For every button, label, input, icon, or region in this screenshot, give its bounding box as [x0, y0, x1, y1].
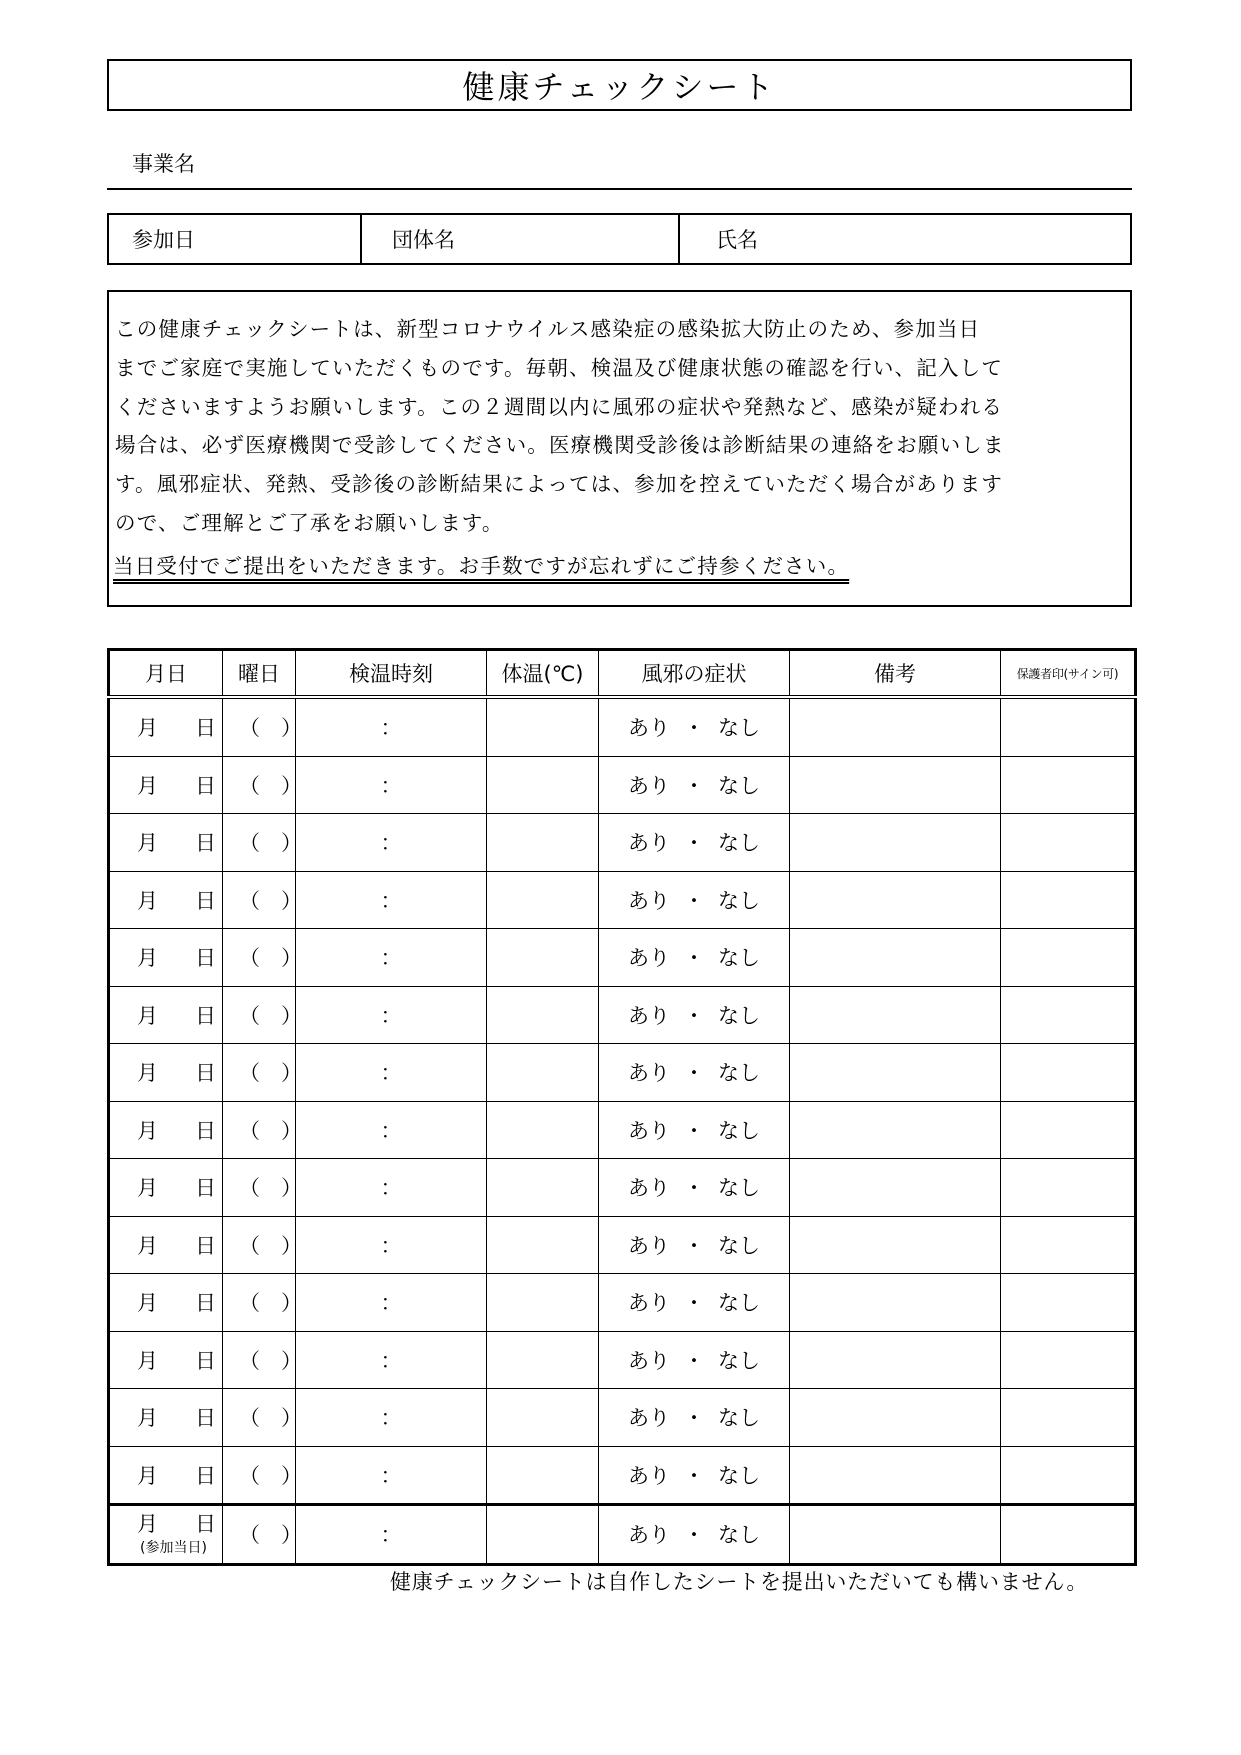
symptom-no-option[interactable]: なし: [718, 716, 760, 741]
day-label: 日: [195, 831, 216, 856]
guardian-seal-cell[interactable]: [1001, 697, 1136, 756]
info-row: [107, 213, 1132, 265]
group-name-field[interactable]: [362, 215, 680, 263]
month-label: 月: [137, 1406, 158, 1431]
guardian-seal-cell[interactable]: [1001, 1274, 1136, 1332]
day-label: 日: [195, 1233, 216, 1258]
check-time-cell[interactable]: ：: [296, 986, 487, 1044]
symptom-separator: ・: [683, 946, 705, 971]
participation-date-field[interactable]: [109, 215, 362, 263]
remarks-cell[interactable]: [790, 1216, 1001, 1274]
remarks-cell[interactable]: [790, 871, 1001, 929]
date-cell[interactable]: [109, 1216, 223, 1274]
month-label: 月: [137, 1233, 158, 1258]
guardian-seal-cell[interactable]: [1001, 814, 1136, 872]
symptom-yes-option[interactable]: あり: [628, 1233, 670, 1258]
check-time-cell[interactable]: ：: [296, 1216, 487, 1274]
symptom-separator: ・: [683, 716, 705, 741]
symptom-cell[interactable]: [599, 1274, 790, 1332]
symptom-no-option[interactable]: なし: [718, 831, 760, 856]
guardian-seal-cell[interactable]: [1001, 986, 1136, 1044]
date-cell[interactable]: [109, 697, 223, 756]
symptom-cell[interactable]: [599, 929, 790, 987]
event-name-field[interactable]: [107, 146, 1132, 190]
symptom-cell[interactable]: [599, 1044, 790, 1102]
temperature-cell[interactable]: [487, 1331, 599, 1389]
check-time-cell[interactable]: ：: [296, 1331, 487, 1389]
day-of-week-cell[interactable]: （ ）: [223, 929, 296, 987]
symptom-separator: ・: [683, 1061, 705, 1086]
symptom-separator: ・: [683, 1406, 705, 1431]
month-label: 月: [137, 716, 158, 741]
day-of-week-cell[interactable]: （ ）: [223, 986, 296, 1044]
symptom-cell[interactable]: [599, 1446, 790, 1505]
symptom-yes-option[interactable]: あり: [628, 1406, 670, 1431]
remarks-cell[interactable]: [790, 1159, 1001, 1217]
remarks-cell[interactable]: [790, 697, 1001, 756]
day-of-week-cell[interactable]: （ ）: [223, 871, 296, 929]
date-cell[interactable]: [109, 1446, 223, 1505]
event-name-label: 事業名: [132, 152, 195, 176]
day-label: 日: [195, 1176, 216, 1201]
footer-note: 健康チェックシートは自作したシートを提出いただいても構いません。: [390, 1570, 1089, 1594]
day-of-week-cell[interactable]: （ ）: [223, 1101, 296, 1159]
symptom-separator: ・: [683, 1003, 705, 1028]
symptom-cell[interactable]: [599, 1331, 790, 1389]
temperature-cell[interactable]: [487, 929, 599, 987]
symptom-cell[interactable]: [599, 1505, 790, 1565]
date-cell[interactable]: [109, 756, 223, 814]
guardian-seal-cell[interactable]: [1001, 756, 1136, 814]
temperature-cell[interactable]: [487, 1159, 599, 1217]
remarks-cell[interactable]: [790, 1274, 1001, 1332]
day-of-week-cell[interactable]: （ ）: [223, 697, 296, 756]
table-row: [109, 1274, 1136, 1332]
day-of-week-cell[interactable]: （ ）: [223, 1446, 296, 1505]
table-row: [109, 1331, 1136, 1389]
symptom-separator: ・: [683, 1463, 705, 1488]
table-row: [109, 1446, 1136, 1505]
month-label: 月: [137, 1176, 158, 1201]
remarks-cell[interactable]: [790, 1101, 1001, 1159]
table-row: [109, 1216, 1136, 1274]
day-label: 日: [195, 1003, 216, 1028]
symptom-yes-option[interactable]: あり: [628, 1463, 670, 1488]
table-row: [109, 756, 1136, 814]
symptom-no-option[interactable]: なし: [718, 1003, 760, 1028]
symptom-no-option[interactable]: なし: [718, 1176, 760, 1201]
date-cell[interactable]: [109, 871, 223, 929]
title-box: [107, 59, 1132, 111]
month-label: 月: [137, 888, 158, 913]
temperature-cell[interactable]: [487, 814, 599, 872]
symptom-no-option[interactable]: なし: [718, 1061, 760, 1086]
symptom-no-option[interactable]: なし: [718, 888, 760, 913]
symptom-yes-option[interactable]: あり: [628, 1348, 670, 1373]
date-cell[interactable]: [109, 986, 223, 1044]
symptom-cell[interactable]: [599, 1159, 790, 1217]
day-label: 日: [195, 1406, 216, 1431]
header-temperature: 体温(℃): [487, 650, 599, 698]
remarks-cell[interactable]: [790, 1389, 1001, 1447]
header-cold-symptoms: 風邪の症状: [599, 650, 790, 698]
symptom-separator: ・: [683, 1523, 705, 1548]
day-label: 日: [195, 716, 216, 741]
check-time-cell[interactable]: ：: [296, 1446, 487, 1505]
date-cell[interactable]: [109, 1505, 223, 1565]
symptom-cell[interactable]: [599, 814, 790, 872]
symptom-yes-option[interactable]: あり: [628, 1061, 670, 1086]
temperature-cell[interactable]: [487, 1101, 599, 1159]
remarks-cell[interactable]: [790, 1044, 1001, 1102]
symptom-yes-option[interactable]: あり: [628, 1291, 670, 1316]
temperature-cell[interactable]: [487, 1446, 599, 1505]
symptom-separator: ・: [683, 831, 705, 856]
table-row: [109, 1389, 1136, 1447]
check-time-cell[interactable]: ：: [296, 1044, 487, 1102]
remarks-cell[interactable]: [790, 1505, 1001, 1565]
date-cell[interactable]: [109, 1274, 223, 1332]
check-time-cell[interactable]: ：: [296, 814, 487, 872]
person-name-field[interactable]: [680, 215, 1130, 263]
month-label: 月: [137, 831, 158, 856]
header-check-time: 検温時刻: [296, 650, 487, 698]
month-label: 月: [137, 1003, 158, 1028]
symptom-yes-option[interactable]: あり: [628, 773, 670, 798]
table-row: [109, 1101, 1136, 1159]
guardian-seal-cell[interactable]: [1001, 1331, 1136, 1389]
day-label: 日: [195, 946, 216, 971]
notice-underlined: 当日受付でご提出をいただきます。お手数ですが忘れずにご持参ください。: [113, 554, 850, 578]
table-row: [109, 1159, 1136, 1217]
table-header-row: [109, 650, 1136, 698]
temperature-cell[interactable]: [487, 697, 599, 756]
remarks-cell[interactable]: [790, 756, 1001, 814]
day-of-week-cell[interactable]: （ ）: [223, 814, 296, 872]
symptom-separator: ・: [683, 1118, 705, 1143]
header-day-of-week: 曜日: [223, 650, 296, 698]
symptom-yes-option[interactable]: あり: [628, 888, 670, 913]
symptom-cell[interactable]: [599, 986, 790, 1044]
day-label: 日: [195, 1512, 216, 1537]
guardian-seal-cell[interactable]: [1001, 929, 1136, 987]
day-of-week-cell[interactable]: （ ）: [223, 1389, 296, 1447]
header-remarks: 備考: [790, 650, 1001, 698]
table-row: [109, 871, 1136, 929]
month-label: 月: [137, 1061, 158, 1086]
day-of-week-cell[interactable]: （ ）: [223, 756, 296, 814]
month-label: 月: [137, 1512, 158, 1537]
symptom-yes-option[interactable]: あり: [628, 1523, 670, 1548]
day-label: 日: [195, 1118, 216, 1143]
month-label: 月: [137, 1118, 158, 1143]
guardian-seal-cell[interactable]: [1001, 1216, 1136, 1274]
table-row: [109, 986, 1136, 1044]
day-label: 日: [195, 773, 216, 798]
check-time-cell[interactable]: ：: [296, 1505, 487, 1565]
check-time-cell[interactable]: ：: [296, 697, 487, 756]
symptom-yes-option[interactable]: あり: [628, 1003, 670, 1028]
guardian-seal-cell[interactable]: [1001, 1101, 1136, 1159]
participation-day-note: (参加当日): [140, 1540, 207, 1557]
temperature-cell[interactable]: [487, 1216, 599, 1274]
month-label: 月: [137, 1348, 158, 1373]
check-time-cell[interactable]: ：: [296, 871, 487, 929]
header-date: 月日: [109, 650, 223, 698]
symptom-cell[interactable]: [599, 871, 790, 929]
day-label: 日: [195, 888, 216, 913]
check-time-cell[interactable]: ：: [296, 1101, 487, 1159]
symptom-no-option[interactable]: なし: [718, 1233, 760, 1258]
symptom-yes-option[interactable]: あり: [628, 716, 670, 741]
remarks-cell[interactable]: [790, 1331, 1001, 1389]
date-cell[interactable]: [109, 929, 223, 987]
day-label: 日: [195, 1463, 216, 1488]
symptom-separator: ・: [683, 888, 705, 913]
check-time-cell[interactable]: ：: [296, 1389, 487, 1447]
symptom-cell[interactable]: [599, 1389, 790, 1447]
temperature-cell[interactable]: [487, 1505, 599, 1565]
temperature-cell[interactable]: [487, 1389, 599, 1447]
table-row: [109, 929, 1136, 987]
check-time-cell[interactable]: ：: [296, 756, 487, 814]
symptom-cell[interactable]: [599, 1216, 790, 1274]
remarks-cell[interactable]: [790, 1446, 1001, 1505]
header-guardian-seal: 保護者印(サイン可): [1001, 650, 1136, 698]
date-cell[interactable]: [109, 814, 223, 872]
remarks-cell[interactable]: [790, 986, 1001, 1044]
month-label: 月: [137, 1291, 158, 1316]
table-row: [109, 697, 1136, 756]
symptom-separator: ・: [683, 1348, 705, 1373]
group-name-label: 団体名: [392, 228, 455, 252]
day-label: 日: [195, 1061, 216, 1086]
guardian-seal-cell[interactable]: [1001, 1505, 1136, 1565]
temperature-cell[interactable]: [487, 871, 599, 929]
temperature-cell[interactable]: [487, 986, 599, 1044]
temperature-cell[interactable]: [487, 1044, 599, 1102]
date-cell[interactable]: [109, 1389, 223, 1447]
guardian-seal-cell[interactable]: [1001, 1159, 1136, 1217]
date-cell[interactable]: [109, 1044, 223, 1102]
check-time-cell[interactable]: ：: [296, 1274, 487, 1332]
symptom-no-option[interactable]: なし: [718, 1118, 760, 1143]
day-of-week-cell[interactable]: （ ）: [223, 1274, 296, 1332]
day-of-week-cell[interactable]: （ ）: [223, 1216, 296, 1274]
symptom-cell[interactable]: [599, 1101, 790, 1159]
day-label: 日: [195, 1348, 216, 1373]
notice-body: この健康チェックシートは、新型コロナウイルス感染症の感染拡大防止のため、参加当日 までご家庭で実施していただくものです。毎朝、検温及び健康状態の確認を行い、記入して くださいますようお願いします。この２週間以内に風邪の症状や発熱など、感染が疑われる 場合は、必ず医療機関で受診してください。医療機関受診後は診断結果の連絡をお願いしま す。風邪症状、発熱、受診後の診断結果によっては、参加を控えていただく場合があります ので、ご理解とご了承をお願いします。: [115, 317, 1005, 535]
symptom-separator: ・: [683, 1176, 705, 1201]
table-row-participation-day: [109, 1505, 1136, 1565]
guardian-seal-cell[interactable]: [1001, 1389, 1136, 1447]
date-cell[interactable]: [109, 1101, 223, 1159]
day-of-week-cell[interactable]: （ ）: [223, 1331, 296, 1389]
day-of-week-cell[interactable]: （ ）: [223, 1505, 296, 1565]
guardian-seal-cell[interactable]: [1001, 871, 1136, 929]
day-label: 日: [195, 1291, 216, 1316]
table-row: [109, 1044, 1136, 1102]
health-check-table: [107, 648, 1137, 1566]
remarks-cell[interactable]: [790, 929, 1001, 987]
symptom-separator: ・: [683, 1233, 705, 1258]
symptom-no-option[interactable]: なし: [718, 1291, 760, 1316]
day-of-week-cell[interactable]: （ ）: [223, 1159, 296, 1217]
date-cell[interactable]: [109, 1159, 223, 1217]
month-label: 月: [137, 946, 158, 971]
symptom-separator: ・: [683, 1291, 705, 1316]
remarks-cell[interactable]: [790, 814, 1001, 872]
month-label: 月: [137, 773, 158, 798]
symptom-cell[interactable]: [599, 697, 790, 756]
symptom-no-option[interactable]: なし: [718, 1463, 760, 1488]
day-of-week-cell[interactable]: （ ）: [223, 1044, 296, 1102]
date-cell[interactable]: [109, 1331, 223, 1389]
temperature-cell[interactable]: [487, 1274, 599, 1332]
temperature-cell[interactable]: [487, 756, 599, 814]
symptom-yes-option[interactable]: あり: [628, 946, 670, 971]
month-label: 月: [137, 1463, 158, 1488]
symptom-no-option[interactable]: なし: [718, 1523, 760, 1548]
check-time-cell[interactable]: ：: [296, 929, 487, 987]
symptom-no-option[interactable]: なし: [718, 773, 760, 798]
symptom-separator: ・: [683, 773, 705, 798]
page-title: 健康チェックシート: [462, 68, 777, 106]
check-time-cell[interactable]: ：: [296, 1159, 487, 1217]
symptom-yes-option[interactable]: あり: [628, 1176, 670, 1201]
symptom-cell[interactable]: [599, 756, 790, 814]
symptom-no-option[interactable]: なし: [718, 1348, 760, 1373]
symptom-yes-option[interactable]: あり: [628, 1118, 670, 1143]
symptom-no-option[interactable]: なし: [718, 946, 760, 971]
table-row: [109, 814, 1136, 872]
participation-date-label: 参加日: [132, 228, 195, 252]
person-name-label: 氏名: [716, 228, 758, 252]
symptom-yes-option[interactable]: あり: [628, 831, 670, 856]
guardian-seal-cell[interactable]: [1001, 1044, 1136, 1102]
guardian-seal-cell[interactable]: [1001, 1446, 1136, 1505]
symptom-no-option[interactable]: なし: [718, 1406, 760, 1431]
